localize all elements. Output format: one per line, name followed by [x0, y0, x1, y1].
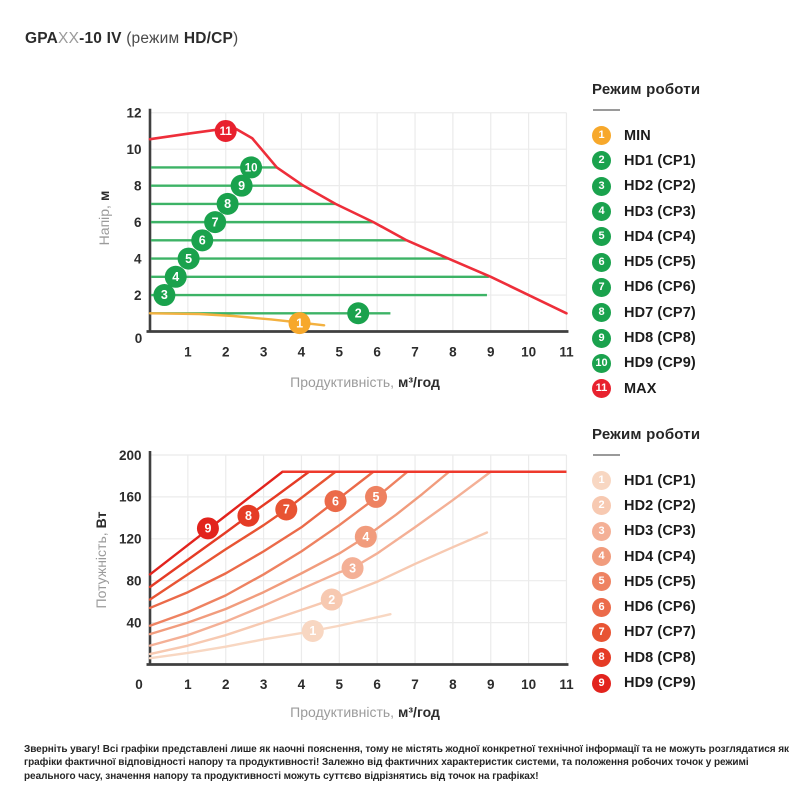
svg-text:9: 9: [486, 677, 495, 692]
mode-number-badge: 1: [592, 126, 611, 145]
mode-number-badge: 5: [592, 227, 611, 246]
mode-label: HD8 (CP8): [624, 649, 696, 666]
legend-power-items: [592, 468, 792, 696]
svg-text:3: 3: [160, 288, 168, 303]
page-title-segment: HD/CP: [183, 30, 234, 47]
legend-power-modes: [592, 426, 792, 696]
svg-text:2: 2: [354, 306, 362, 321]
svg-text:3: 3: [259, 344, 268, 360]
svg-text:3: 3: [349, 561, 357, 576]
legend-item-hd1-cp1-: [592, 468, 792, 493]
svg-text:7: 7: [411, 344, 419, 360]
legend-item-hd9-cp9-: [592, 351, 792, 376]
svg-text:40: 40: [126, 615, 142, 631]
mode-number-badge: 10: [592, 354, 611, 373]
svg-text:10: 10: [244, 162, 258, 175]
legend-item-hd7-cp7-: [592, 300, 792, 325]
power-chart: [119, 448, 574, 692]
svg-text:4: 4: [297, 344, 306, 360]
svg-text:8: 8: [224, 197, 232, 212]
legend-item-min: [592, 123, 792, 148]
power-x-axis-unit: м³/год: [398, 704, 440, 720]
svg-text:3: 3: [259, 677, 268, 692]
svg-text:120: 120: [118, 531, 142, 547]
legend-item-max: [592, 376, 792, 401]
page-title-segment: (режим: [121, 30, 184, 47]
svg-text:200: 200: [118, 447, 142, 463]
svg-text:7: 7: [211, 215, 219, 230]
svg-text:5: 5: [372, 490, 380, 505]
svg-text:12: 12: [126, 105, 142, 121]
disclaimer-text: Зверніть увагу! Всі графіки представлені лише як наочні пояснення, тому не містять жодної конкретної технічної інформації та не можуть розглядатися як графіки фактичної відповідності напору та продуктивності! Залежно від фактичних характеристик системи, та положення робочих точок у режимі реального часу, значення напору та продуктивності можуть суттєво відрізнятись від точок на графіках!: [24, 744, 790, 782]
svg-text:7: 7: [282, 502, 290, 517]
mode-number-badge: 9: [592, 329, 611, 348]
legend-item-hd2-cp2-: [592, 174, 792, 199]
mode-label: HD1 (CP1): [624, 472, 696, 489]
head-x-axis-title: [290, 374, 440, 390]
svg-text:4: 4: [172, 270, 180, 285]
head-x-axis-unit: м³/год: [398, 374, 440, 390]
legend-item-hd8-cp8-: [592, 645, 792, 670]
svg-text:0: 0: [135, 677, 143, 692]
svg-text:8: 8: [133, 178, 142, 194]
svg-text:1: 1: [309, 624, 317, 639]
mode-number-badge: 4: [592, 547, 611, 566]
svg-text:2: 2: [133, 287, 142, 303]
svg-text:80: 80: [126, 573, 142, 589]
svg-text:6: 6: [332, 494, 339, 509]
svg-text:7: 7: [411, 677, 419, 692]
svg-text:9: 9: [238, 178, 246, 193]
mode-number-badge: 11: [592, 379, 611, 398]
svg-text:2: 2: [328, 592, 336, 607]
mode-label: HD4 (CP4): [624, 228, 696, 245]
mode-number-badge: 2: [592, 151, 611, 170]
page-title-segment: XX: [58, 30, 80, 47]
svg-text:6: 6: [373, 344, 381, 360]
head-y-axis-label: Напір,: [96, 205, 112, 246]
head-y-axis-title: [96, 191, 112, 246]
legend-item-hd5-cp5-: [592, 249, 792, 274]
mode-label: HD8 (CP8): [624, 330, 696, 347]
svg-text:1: 1: [296, 316, 304, 331]
svg-text:5: 5: [335, 677, 344, 692]
svg-text:9: 9: [204, 521, 212, 536]
legend-item-hd4-cp4-: [592, 224, 792, 249]
mode-label: HD5 (CP5): [624, 573, 696, 590]
mode-label: MIN: [624, 127, 651, 144]
mode-label: HD2 (CP2): [624, 178, 696, 195]
mode-label: HD6 (CP6): [624, 279, 696, 296]
svg-text:8: 8: [449, 677, 457, 692]
mode-number-badge: 4: [592, 202, 611, 221]
mode-label: HD2 (CP2): [624, 497, 696, 514]
svg-text:11: 11: [559, 344, 574, 360]
legend-item-hd9-cp9-: [592, 670, 792, 695]
svg-text:1: 1: [184, 677, 192, 692]
page-title-segment: GPA: [25, 30, 59, 47]
legend-item-hd6-cp6-: [592, 275, 792, 300]
svg-text:5: 5: [185, 251, 193, 266]
legend-item-hd3-cp3-: [592, 519, 792, 544]
legend-power-title: Режим роботи: [592, 426, 701, 443]
mode-label: HD7 (CP7): [624, 624, 696, 641]
head-x-axis-label: Продуктивність,: [290, 374, 395, 390]
svg-text:10: 10: [521, 344, 537, 360]
power-y-axis-unit: Вт: [93, 511, 109, 529]
mode-number-badge: 8: [592, 303, 611, 322]
svg-text:11: 11: [219, 126, 232, 139]
svg-text:11: 11: [559, 677, 574, 692]
legend-item-hd1-cp1-: [592, 148, 792, 173]
svg-text:8: 8: [449, 344, 457, 360]
svg-text:2: 2: [221, 344, 230, 360]
svg-text:4: 4: [297, 677, 306, 692]
mode-number-badge: 6: [592, 598, 611, 617]
svg-text:8: 8: [244, 508, 252, 523]
mode-number-badge: 7: [592, 278, 611, 297]
svg-text:6: 6: [198, 233, 206, 248]
mode-number-badge: 9: [592, 674, 611, 693]
svg-text:0: 0: [134, 331, 143, 346]
svg-text:10: 10: [126, 142, 142, 157]
svg-text:9: 9: [486, 344, 495, 360]
mode-label: HD1 (CP1): [624, 152, 696, 169]
head-chart: [126, 106, 574, 360]
svg-text:6: 6: [373, 677, 381, 692]
svg-text:10: 10: [521, 677, 537, 692]
svg-text:2: 2: [221, 677, 230, 692]
legend-item-hd6-cp6-: [592, 594, 792, 619]
legend-item-hd3-cp3-: [592, 199, 792, 224]
mode-number-badge: 8: [592, 648, 611, 667]
svg-text:4: 4: [133, 251, 142, 267]
power-x-axis-title: [290, 704, 440, 720]
legend-item-hd2-cp2-: [592, 493, 792, 518]
mode-number-badge: 5: [592, 572, 611, 591]
mode-label: HD9 (CP9): [624, 355, 696, 372]
svg-text:160: 160: [118, 489, 142, 505]
mode-label: HD9 (CP9): [624, 675, 696, 692]
mode-number-badge: 3: [592, 177, 611, 196]
mode-number-badge: 6: [592, 253, 611, 272]
power-y-axis-title: [93, 512, 109, 609]
legend-item-hd4-cp4-: [592, 544, 792, 569]
legend-item-hd7-cp7-: [592, 620, 792, 645]
svg-text:5: 5: [335, 344, 344, 360]
head-y-axis-unit: м: [96, 190, 112, 202]
legend-head-items: [592, 123, 792, 401]
mode-number-badge: 1: [592, 471, 611, 490]
mode-number-badge: 2: [592, 496, 611, 515]
mode-label: MAX: [624, 380, 657, 397]
mode-label: HD6 (CP6): [624, 599, 696, 616]
mode-number-badge: 7: [592, 623, 611, 642]
legend-head-title: Режим роботи: [592, 81, 701, 98]
svg-text:6: 6: [133, 214, 142, 230]
legend-power-divider: [593, 454, 620, 456]
mode-label: HD4 (CP4): [624, 548, 696, 565]
legend-item-hd5-cp5-: [592, 569, 792, 594]
mode-label: HD3 (CP3): [624, 203, 696, 220]
legend-head-divider: [593, 109, 620, 111]
mode-label: HD5 (CP5): [624, 254, 696, 271]
legend-head-modes: [592, 81, 792, 401]
power-y-axis-label: Потужність,: [93, 532, 109, 609]
page-title-segment: ): [233, 30, 239, 47]
power-x-axis-label: Продуктивність,: [290, 704, 395, 720]
page-title-segment: -10 IV: [79, 30, 122, 47]
svg-text:4: 4: [362, 529, 370, 544]
mode-label: HD7 (CP7): [624, 304, 696, 321]
legend-item-hd8-cp8-: [592, 325, 792, 350]
mode-label: HD3 (CP3): [624, 523, 696, 540]
mode-number-badge: 3: [592, 522, 611, 541]
svg-text:1: 1: [184, 344, 192, 360]
